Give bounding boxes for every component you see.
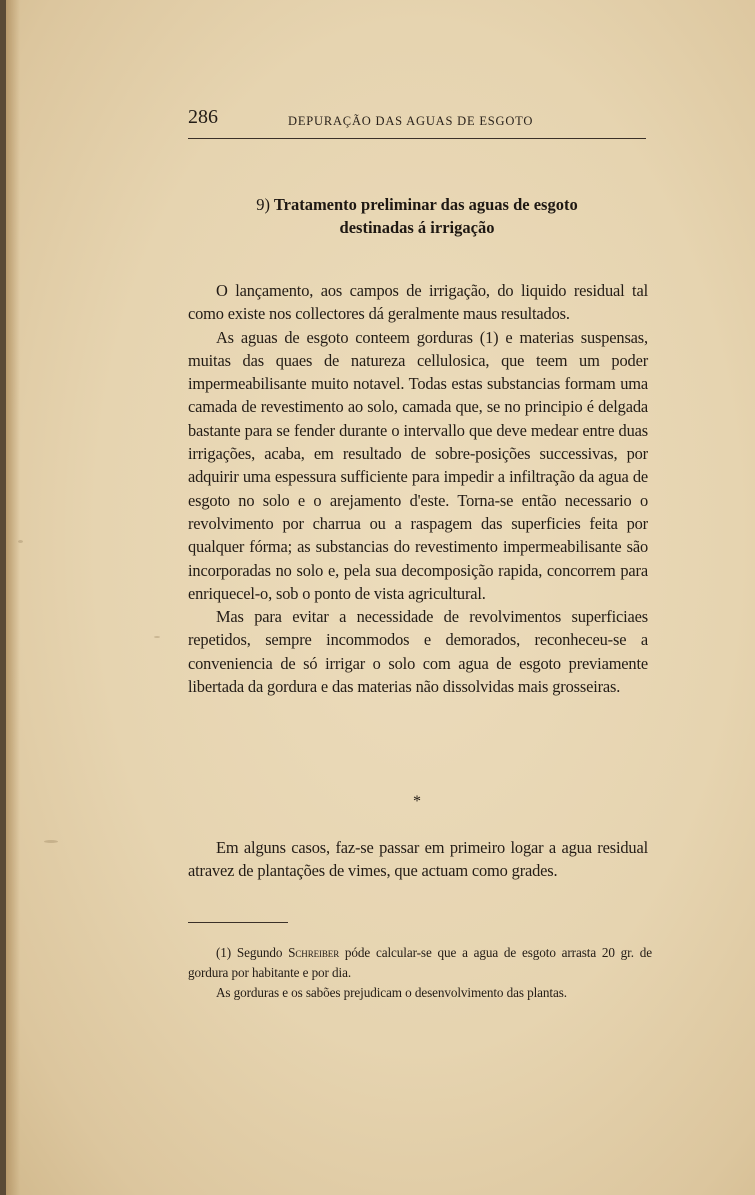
running-title: DEPURAÇÃO DAS AGUAS DE ESGOTO <box>288 114 534 128</box>
book-page <box>6 0 755 1195</box>
section-number: 9) <box>256 195 271 214</box>
section-title-line2: destinadas á irrigação <box>339 218 495 237</box>
footnote-rule <box>188 922 288 923</box>
section-heading <box>188 193 646 239</box>
page-number: 286 <box>188 106 218 128</box>
paper-stain <box>44 840 58 843</box>
section-separator: * <box>413 793 421 810</box>
paragraph: O lançamento, aos campos de irrigação, do liquido residual tal como existe nos collectores dá geralmente maus resultados. <box>188 281 648 324</box>
footnote-author: Schreiber <box>288 945 340 960</box>
paragraph: Mas para evitar a necessidade de revolvimentos superficiaes repetidos, sempre incommodos e demorados, reconheceu-se a conveniencia de só irrigar o solo com agua de esgoto previamente libertada da gordura e das materias não dissolvidas mais grosseiras. <box>188 607 648 697</box>
footnote <box>188 943 652 1003</box>
paper-stain <box>18 540 23 543</box>
footnote-marker: (1) Segundo <box>216 945 283 960</box>
footnote-text-2: As gorduras e os sabões prejudicam o desenvolvimento das plantas. <box>216 985 567 1000</box>
paragraph: Em alguns casos, faz-se passar em primeiro logar a agua residual atravez de plantações de vimes, que actuam como grades. <box>188 838 648 881</box>
footnote-text: póde calcular-se que a agua de esgoto arrasta 20 gr. de gordura por habitante e por dia. <box>188 945 652 980</box>
page-header <box>188 104 646 139</box>
body-text <box>188 279 648 698</box>
paper-stain <box>154 636 160 638</box>
paragraph: As aguas de esgoto conteem gorduras (1) e materias suspensas, muitas das quaes de natureza cellulosica, que teem um poder impermeabilisante muito notavel. Todas estas substancias formam uma camada de revestimento ao solo, camada que, se no principio é delgada bastante para se fender durante o intervallo que deve medear entre duas irrigações, acaba, em resultado de sobre-posições successivas, por adquirir uma espessura sufficiente para impedir a infiltração da agua de esgoto no solo e o arejamento d'este. Torna-se então necessario o revolvimento por charrua ou a raspagem das superficies feita por qualquer fórma; as substancias do revestimento impermeabilisante são incorporadas no solo e, pela sua decomposição rapida, concorrem para enriquecel-o, sob o ponto de vista agricultural. <box>188 327 648 603</box>
section-title-line1: Tratamento preliminar das aguas de esgoto <box>273 195 578 214</box>
